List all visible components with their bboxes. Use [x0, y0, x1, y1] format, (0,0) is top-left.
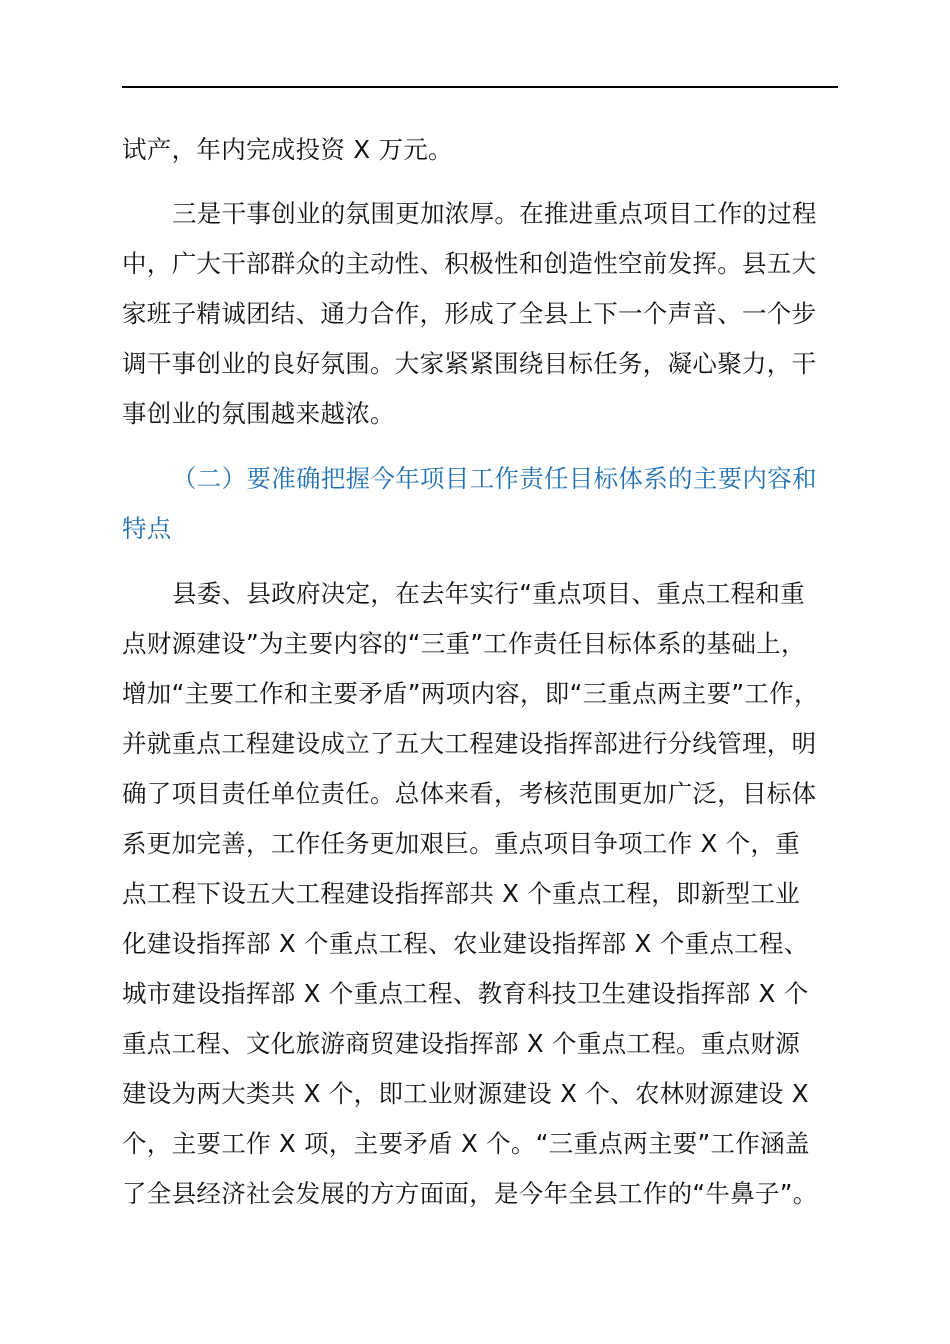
- paragraph-line: 点工程下设五大工程建设指挥部共 X 个重点工程，即新型工业: [122, 879, 801, 908]
- paragraph-line: 中，广大干部群众的主动性、积极性和创造性空前发挥。县五大: [122, 249, 817, 278]
- paragraph-line: 点财源建设”为主要内容的“三重”工作责任目标体系的基础上，: [122, 629, 806, 658]
- paragraph-line: 调干事创业的良好氛围。大家紧紧围绕目标任务，凝心聚力，干: [122, 349, 817, 378]
- paragraph-line: 系更加完善，工作任务更加艰巨。重点项目争项工作 X 个，重: [122, 829, 801, 858]
- paragraph-line: 个，主要工作 X 项，主要矛盾 X 个。“三重点两主要”工作涵盖: [122, 1129, 810, 1158]
- paragraph-line: 城市建设指挥部 X 个重点工程、教育科技卫生建设指挥部 X 个: [122, 979, 809, 1008]
- paragraph-line: 了全县经济社会发展的方方面面，是今年全县工作的“牛鼻子”。: [122, 1179, 818, 1208]
- paragraph-line: 家班子精诚团结、通力合作，形成了全县上下一个声音、一个步: [122, 299, 817, 328]
- paragraph-line: 确了项目责任单位责任。总体来看，考核范围更加广泛，目标体: [122, 779, 817, 808]
- paragraph-line: 县委、县政府决定，在去年实行“重点项目、重点工程和重: [172, 579, 805, 608]
- section-heading-line: （二）要准确把握今年项目工作责任目标体系的主要内容和: [172, 464, 817, 493]
- paragraph-line: 试产，年内完成投资 X 万元。: [122, 135, 453, 164]
- paragraph-line: 增加“主要工作和主要矛盾”两项内容，即“三重点两主要”工作，: [122, 679, 819, 708]
- section-heading-line: 特点: [122, 514, 172, 543]
- paragraph-line: 三是干事创业的氛围更加浓厚。在推进重点项目工作的过程: [172, 199, 817, 228]
- paragraph-line: 事创业的氛围越来越浓。: [122, 399, 395, 428]
- paragraph-line: 并就重点工程建设成立了五大工程建设指挥部进行分线管理，明: [122, 729, 817, 758]
- paragraph-line: 建设为两大类共 X 个，即工业财源建设 X 个、农林财源建设 X: [122, 1079, 809, 1108]
- paragraph-line: 重点工程、文化旅游商贸建设指挥部 X 个重点工程。重点财源: [122, 1029, 801, 1058]
- paragraph-line: 化建设指挥部 X 个重点工程、农业建设指挥部 X 个重点工程、: [122, 929, 809, 958]
- header-rule: [122, 86, 838, 88]
